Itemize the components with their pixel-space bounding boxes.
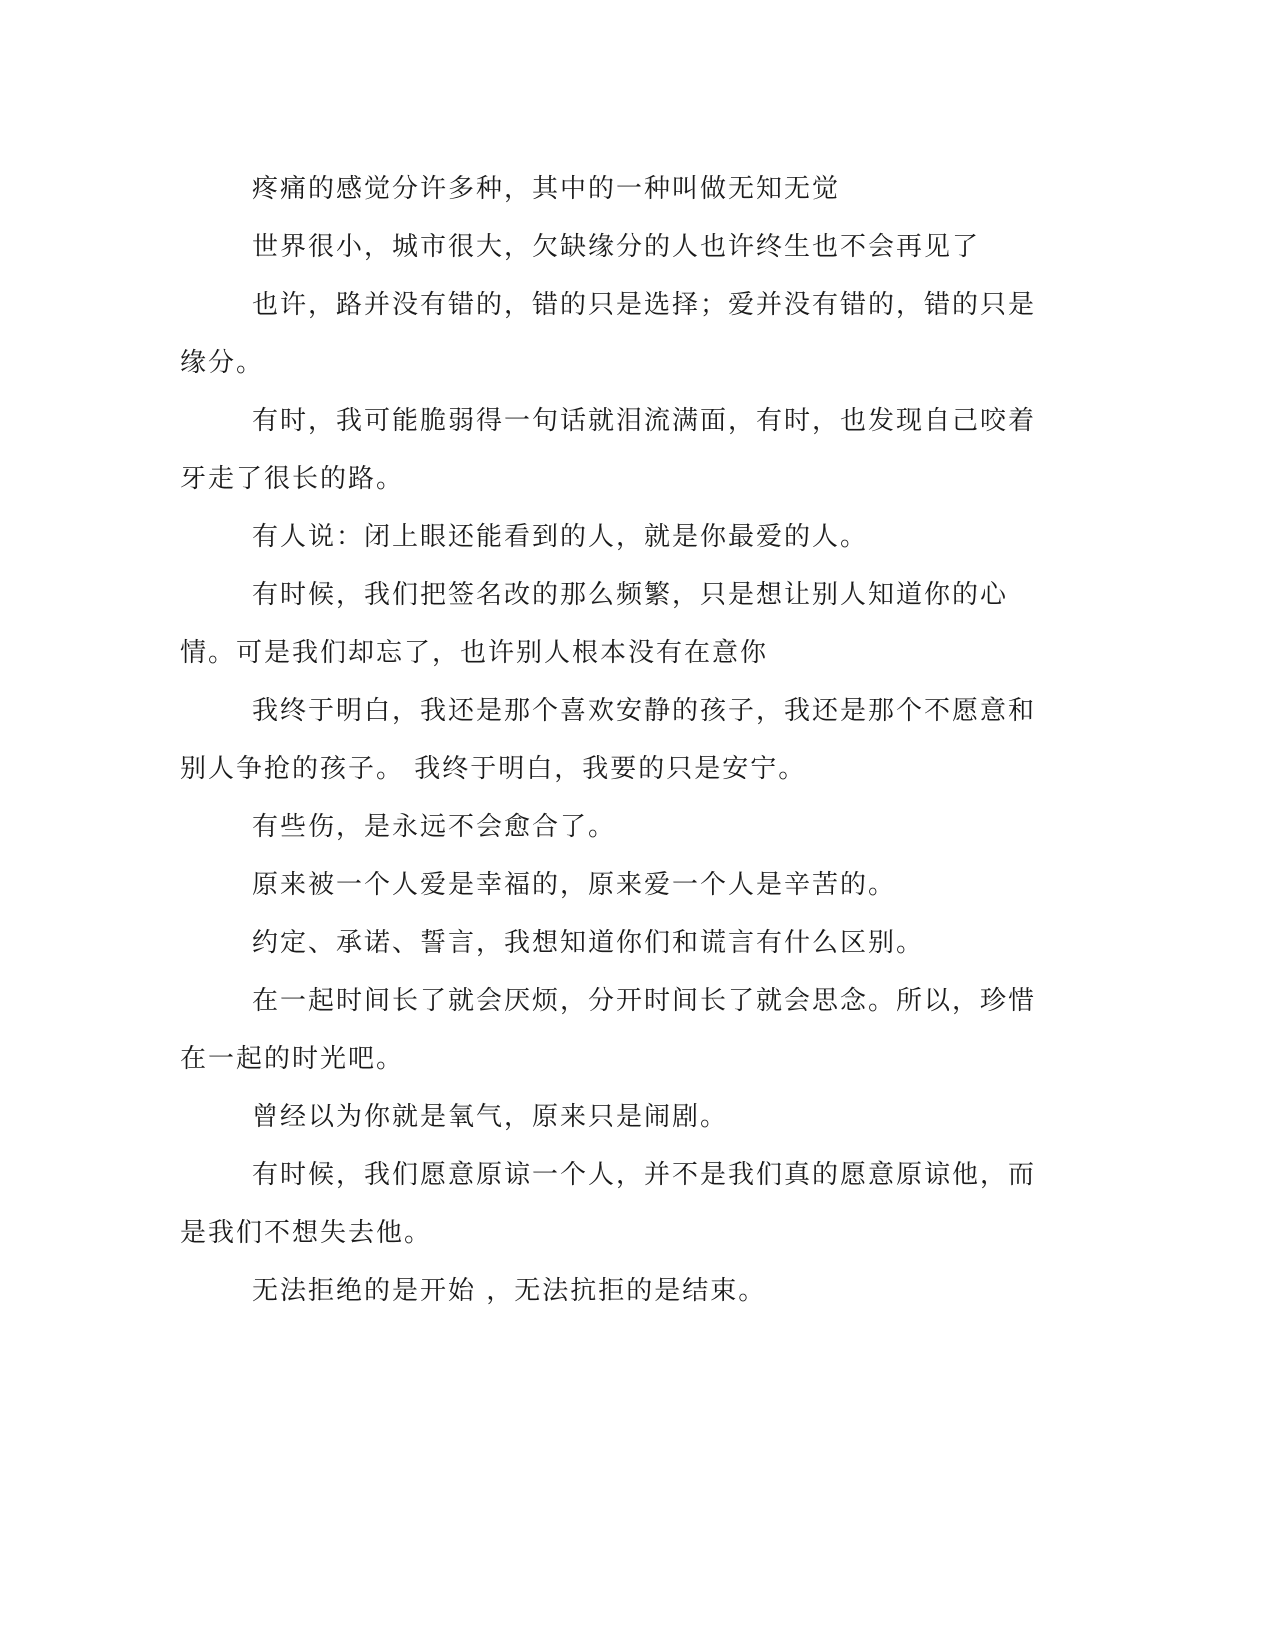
paragraph: 世界很小，城市很大，欠缺缘分的人也许终生也不会再见了 — [252, 232, 981, 262]
paragraph: 有些伤，是永远不会愈合了。 — [252, 812, 617, 842]
paragraph: 有时候，我们愿意原谅一个人，并不是我们真的愿意原谅他，而是我们不想失去他。 — [180, 1160, 1037, 1248]
paragraph: 原来被一个人爱是幸福的，原来爱一个人是辛苦的。 — [252, 870, 897, 900]
paragraph: 曾经以为你就是氧气，原来只是闹剧。 — [252, 1102, 729, 1132]
paragraph: 我终于明白，我还是那个喜欢安静的孩子，我还是那个不愿意和别人争抢的孩子。 我终于明白，我要的只是安宁。 — [180, 696, 1037, 784]
paragraph: 约定、承诺、誓言，我想知道你们和谎言有什么区别。 — [252, 928, 925, 958]
paragraph: 有时候，我们把签名改的那么频繁，只是想让别人知道你的心情。可是我们却忘了，也许别人根本没有在意你 — [180, 580, 1009, 668]
body-text — [180, 160, 1040, 1320]
paragraph: 也许，路并没有错的，错的只是选择；爱并没有错的，错的只是缘分。 — [180, 290, 1037, 378]
paragraph: 有时，我可能脆弱得一句话就泪流满面，有时，也发现自己咬着牙走了很长的路。 — [180, 406, 1037, 494]
paragraph: 疼痛的感觉分许多种，其中的一种叫做无知无觉 — [252, 174, 841, 204]
paragraph: 无法拒绝的是开始 ，无法抗拒的是结束。 — [252, 1276, 767, 1306]
paragraph: 在一起时间长了就会厌烦，分开时间长了就会思念。所以，珍惜在一起的时光吧。 — [180, 986, 1037, 1074]
paragraph: 有人说：闭上眼还能看到的人，就是你最爱的人。 — [252, 522, 869, 552]
